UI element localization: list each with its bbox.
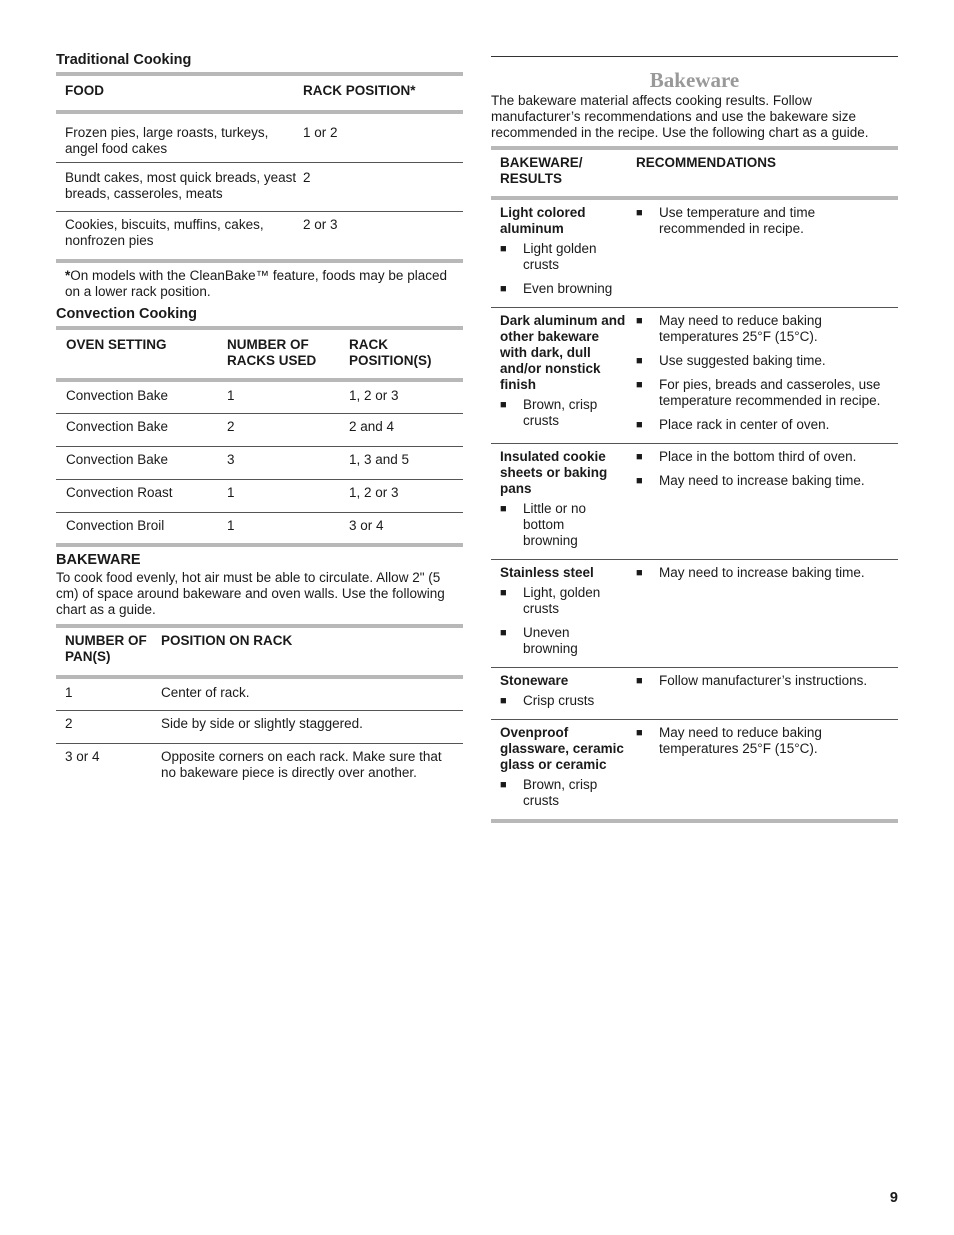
racks-used-cell: 1	[227, 388, 235, 403]
table-row	[56, 446, 463, 479]
table-row	[491, 720, 898, 822]
oven-setting-cell: Convection Bake	[66, 451, 169, 467]
list-item	[636, 725, 888, 757]
result-text: Light, golden crusts	[523, 585, 601, 616]
traditional-footnote	[56, 268, 463, 300]
footnote-mark: *	[65, 268, 71, 283]
bullet-square-icon: ■	[636, 475, 643, 487]
recommendations-cell	[636, 198, 898, 308]
table-row	[491, 308, 898, 444]
table-row	[491, 668, 898, 720]
bullet-square-icon: ■	[500, 627, 507, 639]
oven-setting-cell: Convection Bake	[66, 388, 169, 403]
table-row	[56, 512, 463, 545]
recommendation-text: May need to reduce baking temperatures 25°F (15°C).	[659, 725, 822, 756]
racks-used-cell: 3	[227, 451, 235, 467]
recommendations-cell	[636, 444, 898, 560]
bakeware-results-cell	[491, 720, 636, 822]
recommendations-cell	[636, 720, 898, 822]
bakeware-results-cell	[491, 560, 636, 668]
rack-cell: 1 or 2	[303, 125, 338, 140]
result-text: Crisp crusts	[523, 693, 595, 708]
list-item	[500, 693, 636, 709]
table-row	[56, 380, 463, 413]
recommendations-cell	[636, 308, 898, 444]
table-row	[56, 479, 463, 512]
rack-positions-cell: 2 and 4	[349, 418, 395, 434]
table-header-row	[56, 74, 463, 112]
recommendations-cell	[636, 668, 898, 720]
bakeware-pans-intro: To cook food evenly, hot air must be able to circulate. Allow 2" (5 cm) of space around bakeware and oven walls. Use the following chart as a guide.	[56, 570, 445, 617]
header-number-of-racks: NUMBER OF RACKS USED	[227, 337, 317, 368]
result-text: Brown, crisp crusts	[523, 397, 598, 428]
header-position-on-rack: POSITION ON RACK	[161, 633, 293, 648]
racks-used-cell: 1	[227, 517, 235, 533]
table-header-row	[56, 328, 463, 380]
bakeware-name: Stoneware	[500, 673, 569, 688]
table-row	[56, 163, 463, 212]
recommendation-text: Use suggested baking time.	[659, 353, 826, 368]
bullet-square-icon: ■	[500, 587, 507, 599]
list-item	[500, 281, 636, 297]
bakeware-name: Stainless steel	[500, 565, 594, 580]
bullet-square-icon: ■	[636, 451, 643, 463]
recommendation-text: Place rack in center of oven.	[659, 417, 830, 432]
recommendation-text: Place in the bottom third of oven.	[659, 449, 857, 464]
list-item	[636, 473, 888, 489]
food-cell: Cookies, biscuits, muffins, cakes, nonfrozen pies	[65, 217, 264, 248]
bakeware-results-cell	[491, 308, 636, 444]
bakeware-results-cell	[491, 198, 636, 308]
traditional-cooking-table	[56, 72, 463, 263]
position-cell: Center of rack.	[161, 685, 250, 700]
racks-used-cell: 2	[227, 418, 235, 434]
list-item	[636, 673, 888, 689]
bullet-square-icon: ■	[636, 675, 643, 687]
position-cell: Side by side or slightly staggered.	[161, 715, 363, 731]
table-row	[56, 710, 463, 743]
bakeware-material-table	[491, 146, 898, 823]
table-row	[56, 413, 463, 446]
bakeware-name: Ovenproof glassware, ceramic glass or ceramic	[500, 725, 624, 772]
convection-cooking-table	[56, 326, 463, 547]
bakeware-results-cell	[491, 444, 636, 560]
recommendation-text: May need to reduce baking temperatures 25°F (15°C).	[659, 313, 822, 344]
list-item	[500, 625, 636, 657]
table-header-row	[56, 626, 463, 677]
page-number: 9	[889, 1190, 898, 1206]
oven-setting-cell: Convection Bake	[66, 418, 169, 434]
table-row	[491, 444, 898, 560]
bakeware-name: Light colored aluminum	[500, 205, 586, 236]
recommendation-text: For pies, breads and casseroles, use temperature recommended in recipe.	[659, 377, 881, 408]
list-item	[500, 241, 636, 273]
food-cell: Frozen pies, large roasts, turkeys, angel food cakes	[65, 125, 269, 156]
bullet-square-icon: ■	[636, 727, 643, 739]
bakeware-pans-table	[56, 624, 463, 781]
table-row	[56, 112, 463, 163]
rack-positions-cell: 1, 2 or 3	[349, 484, 399, 500]
recommendation-text: Follow manufacturer’s instructions.	[659, 673, 868, 688]
pans-cell: 3 or 4	[65, 748, 100, 764]
bullet-square-icon: ■	[500, 399, 507, 411]
header-number-of-pans: NUMBER OF PAN(S)	[65, 633, 147, 664]
list-item	[500, 397, 636, 429]
pans-cell: 1	[65, 685, 73, 700]
bullet-square-icon: ■	[636, 379, 643, 391]
header-rack-position: RACK POSITION*	[303, 83, 416, 98]
table-row	[491, 560, 898, 668]
footnote-text: On models with the CleanBake™ feature, foods may be placed on a lower rack position.	[65, 268, 447, 299]
oven-setting-cell: Convection Broil	[66, 517, 165, 533]
list-item	[636, 353, 888, 369]
result-text: Brown, crisp crusts	[523, 777, 598, 808]
table-row	[56, 743, 463, 781]
table-row	[56, 677, 463, 710]
bakeware-results-cell	[491, 668, 636, 720]
bakeware-name: Dark aluminum and other bakeware with dark, dull and/or nonstick finish	[500, 313, 626, 392]
bakeware-material-section	[491, 56, 898, 823]
pans-cell: 2	[65, 715, 73, 731]
header-bakeware-results: BAKEWARE/ RESULTS	[500, 155, 583, 186]
convection-cooking-section	[56, 306, 463, 547]
traditional-cooking-section	[56, 52, 463, 300]
rack-positions-cell: 1, 2 or 3	[349, 388, 399, 403]
list-item	[636, 313, 888, 345]
bakeware-pans-title: BAKEWARE	[56, 552, 141, 568]
bakeware-name: Insulated cookie sheets or baking pans	[500, 449, 608, 496]
oven-setting-cell: Convection Roast	[66, 484, 173, 500]
bullet-square-icon: ■	[636, 419, 643, 431]
header-oven-setting: OVEN SETTING	[66, 337, 167, 352]
bakeware-pans-section	[56, 552, 463, 781]
list-item	[636, 417, 888, 433]
list-item	[500, 501, 636, 549]
bullet-square-icon: ■	[500, 283, 507, 295]
header-rack-positions: RACK POSITION(S)	[349, 337, 432, 368]
header-food: FOOD	[65, 83, 104, 98]
rack-cell: 2 or 3	[303, 217, 338, 232]
bakeware-material-title: Bakeware	[649, 68, 740, 92]
table-row	[56, 212, 463, 262]
result-text: Uneven browning	[523, 625, 578, 656]
food-cell: Bundt cakes, most quick breads, yeast breads, casseroles, meats	[65, 170, 297, 201]
bullet-square-icon: ■	[636, 207, 643, 219]
recommendation-text: May need to increase baking time.	[659, 565, 865, 580]
list-item	[500, 585, 636, 617]
position-cell: Opposite corners on each rack. Make sure that no bakeware piece is directly over another.	[161, 748, 442, 780]
result-text: Even browning	[523, 281, 613, 296]
racks-used-cell: 1	[227, 484, 235, 500]
bullet-square-icon: ■	[500, 503, 507, 515]
recommendation-text: May need to increase baking time.	[659, 473, 865, 488]
recommendations-cell	[636, 560, 898, 668]
list-item	[500, 777, 636, 809]
list-item	[636, 377, 888, 409]
rack-positions-cell: 1, 3 and 5	[349, 451, 410, 467]
bakeware-material-intro: The bakeware material affects cooking results. Follow manufacturer’s recommendations and use the bakeware size recommended in the recipe. Use the following chart as a guide.	[491, 93, 869, 140]
bullet-square-icon: ■	[500, 779, 507, 791]
rack-positions-cell: 3 or 4	[349, 517, 384, 533]
bullet-square-icon: ■	[636, 355, 643, 367]
bullet-square-icon: ■	[636, 567, 643, 579]
result-text: Little or no bottom browning	[523, 501, 587, 548]
list-item	[636, 449, 888, 465]
table-row	[491, 198, 898, 308]
bullet-square-icon: ■	[500, 243, 507, 255]
bullet-square-icon: ■	[500, 695, 507, 707]
result-text: Light golden crusts	[523, 241, 597, 272]
bullet-square-icon: ■	[636, 315, 643, 327]
recommendation-text: Use temperature and time recommended in recipe.	[659, 205, 816, 236]
list-item	[636, 565, 888, 581]
list-item	[636, 205, 888, 237]
rack-cell: 2	[303, 170, 311, 185]
header-recommendations: RECOMMENDATIONS	[636, 155, 776, 170]
convection-cooking-title: Convection Cooking	[56, 306, 197, 322]
traditional-cooking-title: Traditional Cooking	[56, 52, 192, 68]
table-header-row	[491, 148, 898, 198]
